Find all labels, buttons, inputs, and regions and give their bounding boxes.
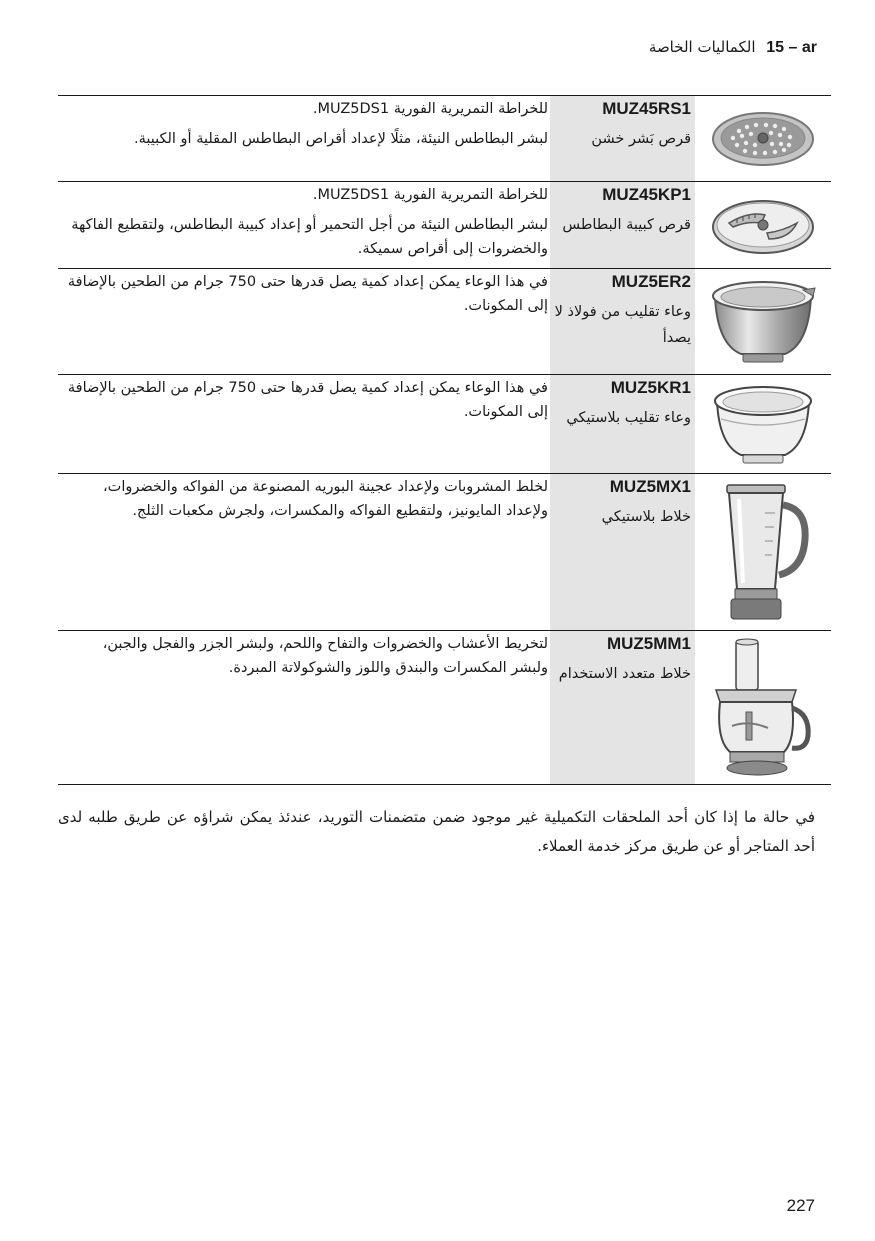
accessory-description: لبشر البطاطس النيئة من أجل التحمير أو إعداد كبيبة البطاطس، ولتقطيع الفاكهة والخضروات إلى أقراص سميكة. xyxy=(71,216,548,257)
accessory-description-cell xyxy=(58,268,550,374)
accessories-table xyxy=(58,95,831,785)
accessory-name-cell xyxy=(550,96,695,182)
accessory-description: في هذا الوعاء يمكن إعداد كمية يصل قدرها حتى 750 جرام من الطحين بالإضافة إلى المكونات. xyxy=(67,273,548,314)
accessory-description-cell xyxy=(58,473,550,630)
accessory-image-cell xyxy=(695,96,831,182)
accessory-description: في هذا الوعاء يمكن إعداد كمية يصل قدرها حتى 750 جرام من الطحين بالإضافة إلى المكونات. xyxy=(67,379,548,420)
table-row xyxy=(58,630,831,784)
accessory-model: MUZ5KR1 xyxy=(610,377,691,397)
accessory-name-cell xyxy=(550,473,695,630)
accessory-image-cell xyxy=(695,630,831,784)
accessory-image-cell xyxy=(695,182,831,269)
table-row xyxy=(58,268,831,374)
accessory-description: لخلط المشروبات ولإعداد عجينة البوريه المصنوعة من الفواكه والخضروات، ولإعداد المايونيز، ولتقطيع الفواكه والمكسرات، ولجرش مكعبات الثلج. xyxy=(103,478,548,519)
table-row xyxy=(58,473,831,630)
accessory-name-cell xyxy=(550,374,695,473)
accessory-name: خلاط بلاستيكي xyxy=(601,508,691,525)
potato-disc-icon xyxy=(695,193,831,257)
accessory-name: وعاء تقليب من فولاذ لا يصدأ xyxy=(554,303,691,346)
accessory-description: لبشر البطاطس النيئة، مثلًا لإعداد أقراص البطاطس المقلية أو الكبيبة. xyxy=(133,130,548,147)
accessory-image-cell xyxy=(695,268,831,374)
steel-bowl-icon xyxy=(695,274,831,368)
accessory-name: خلاط متعدد الاستخدام xyxy=(558,665,691,682)
section-title: الكماليات الخاصة xyxy=(648,38,756,56)
accessory-model: MUZ45KP1 xyxy=(602,185,691,204)
accessory-description-cell xyxy=(58,96,550,182)
accessory-description-cell xyxy=(58,630,550,784)
accessory-image-cell xyxy=(695,473,831,630)
table-row xyxy=(58,96,831,182)
accessory-model: MUZ5MM1 xyxy=(606,633,691,653)
coarse-grater-disc-icon xyxy=(695,109,831,169)
accessory-name-cell xyxy=(550,630,695,784)
accessory-description-cell xyxy=(58,182,550,269)
accessory-description-cell xyxy=(58,374,550,473)
multi-mixer-icon xyxy=(695,636,831,778)
accessory-note: للخراطة التمريرية الفورية MUZ5DS1. xyxy=(312,187,548,203)
table-row xyxy=(58,374,831,473)
page-number: 227 xyxy=(786,1196,815,1215)
accessory-model: MUZ5MX1 xyxy=(609,476,691,496)
accessory-model: MUZ45RS1 xyxy=(602,99,691,118)
accessory-note: للخراطة التمريرية الفورية MUZ5DS1. xyxy=(312,101,548,117)
accessory-name-cell xyxy=(550,182,695,269)
footer-note: في حالة ما إذا كان أحد الملحقات التكميلية غير موجود ضمن متضمنات التوريد، عندئذ يمكن شراؤه عن طريق طلبه لدى أحد المتاجر أو عن طريق مركز خدمة العملاء. xyxy=(58,808,815,855)
accessory-model: MUZ5ER2 xyxy=(611,271,691,291)
plastic-bowl-icon xyxy=(695,379,831,469)
section-code: 15 – ar xyxy=(766,39,817,56)
accessory-description: لتخريط الأعشاب والخضروات والتفاح واللحم، ولبشر الجزر والفجل والجبن، ولبشر المكسرات والبندق واللوز والشوكولاتة المبردة. xyxy=(102,635,548,676)
blender-icon xyxy=(695,479,831,625)
accessory-image-cell xyxy=(695,374,831,473)
accessory-name: قرص كبيبة البطاطس xyxy=(562,217,691,233)
accessory-name: وعاء تقليب بلاستيكي xyxy=(566,409,691,426)
accessory-name-cell xyxy=(550,268,695,374)
accessory-name: قرص بَشر خشن xyxy=(591,131,691,147)
table-row xyxy=(58,182,831,269)
page-header xyxy=(649,38,817,57)
